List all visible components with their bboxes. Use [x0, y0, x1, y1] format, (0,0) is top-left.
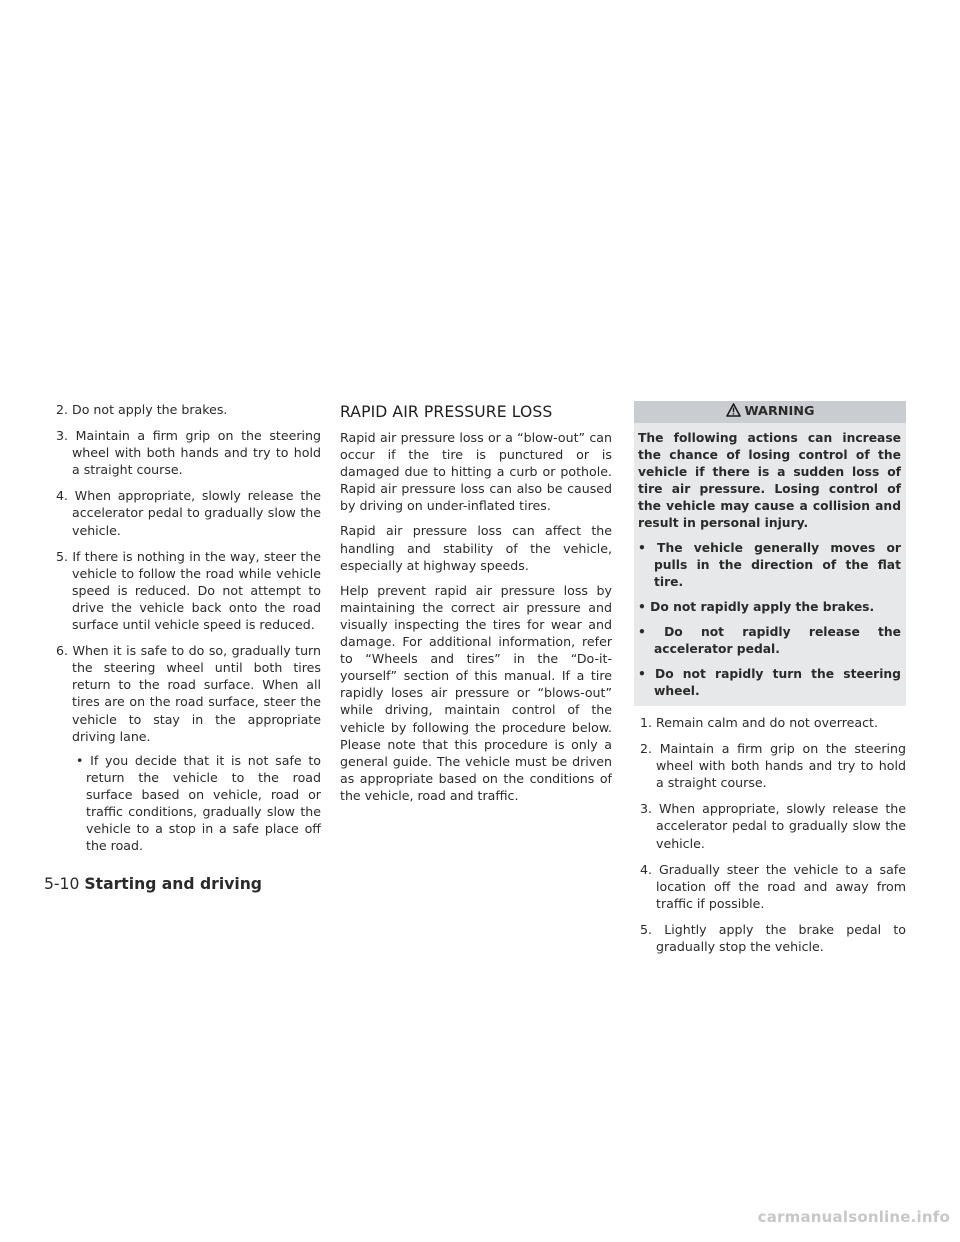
left-steps-list: [56, 401, 321, 745]
list-item: 2. Do not apply the brakes.: [56, 402, 228, 417]
list-item: • The vehicle generally moves or pulls in the direction of the flat tire.: [638, 541, 901, 589]
right-column: [634, 401, 906, 964]
list-item: 5. Lightly apply the brake pedal to gradually stop the vehicle.: [640, 921, 906, 955]
paragraph: Rapid air pressure loss can affect the handling and stability of the vehicle, especially at highway speeds.: [340, 523, 612, 573]
watermark: carmanualsonline.info: [757, 1208, 950, 1226]
middle-column: [340, 401, 612, 812]
list-item: • Do not rapidly turn the steering wheel.: [638, 667, 901, 698]
section-heading: RAPID AIR PRESSURE LOSS: [340, 403, 553, 421]
warning-box: [634, 401, 906, 706]
list-item: 5. If there is nothing in the way, steer the vehicle to follow the road while vehicle speed is reduced. Do not attempt to drive the vehicle back onto the road surface until vehicle speed is reduced.: [56, 548, 321, 633]
warning-text: The following actions can increase the chance of losing control of the vehicle if there is a sudden loss of tire air pressure. Losing control of the vehicle may cause a collision and result in personal injury.: [638, 431, 901, 530]
warning-bullets: [638, 540, 901, 700]
warning-triangle-icon: [726, 403, 741, 421]
list-item: • Do not rapidly release the accelerator pedal.: [638, 625, 901, 656]
list-item: 3. When appropriate, slowly release the accelerator pedal to gradually slow the vehicle.: [640, 801, 906, 851]
warning-header: [634, 401, 906, 423]
section-title: Starting and driving: [84, 875, 262, 893]
list-item: 2. Maintain a firm grip on the steering wheel with both hands and try to hold a straight course.: [640, 741, 906, 791]
paragraph: Help prevent rapid air pressure loss by maintaining the correct air pressure and visually inspecting the tires for wear and damage. For additional information, refer to “Wheels and tires” in the “Do-it-yourself” section of this manual. If a tire rapidly loses air pressure or “blows-out” while driving, maintain control of the vehicle by following the procedure below. Please note that this procedure is only a general guide. The vehicle must be driven as appropriate based on the conditions of the vehicle, road and traffic.: [340, 582, 612, 803]
page-footer: [44, 874, 262, 894]
list-item: 3. Maintain a firm grip on the steering wheel with both hands and try to hold a straight course.: [56, 428, 321, 478]
list-item: • Do not rapidly apply the brakes.: [638, 600, 875, 614]
left-column: [56, 401, 321, 854]
sub-bullet: • If you decide that it is not safe to return the vehicle to the road surface based on vehicle, road or traffic conditions, gradually slow the vehicle to a stop in a safe place off the road.: [76, 752, 321, 854]
warning-title: WARNING: [744, 404, 815, 420]
list-item: 4. When appropriate, slowly release the accelerator pedal to gradually slow the vehicle.: [56, 488, 321, 538]
paragraph: Rapid air pressure loss or a “blow-out” can occur if the tire is punctured or is damaged due to hitting a curb or pothole. Rapid air pressure loss can also be caused by driving on under-inflated tires.: [340, 430, 612, 514]
list-item: 1. Remain calm and do not overreact.: [640, 715, 878, 730]
page-number: 5-10: [44, 875, 80, 893]
right-steps-list: [634, 714, 906, 955]
list-item: 6. When it is safe to do so, gradually turn the steering wheel until both tires return to the road surface. When all tires are on the road surface, steer the vehicle to stay in the appropriate driving lane.: [56, 643, 321, 744]
list-item: 4. Gradually steer the vehicle to a safe location off the road and away from traffic if possible.: [640, 861, 906, 911]
